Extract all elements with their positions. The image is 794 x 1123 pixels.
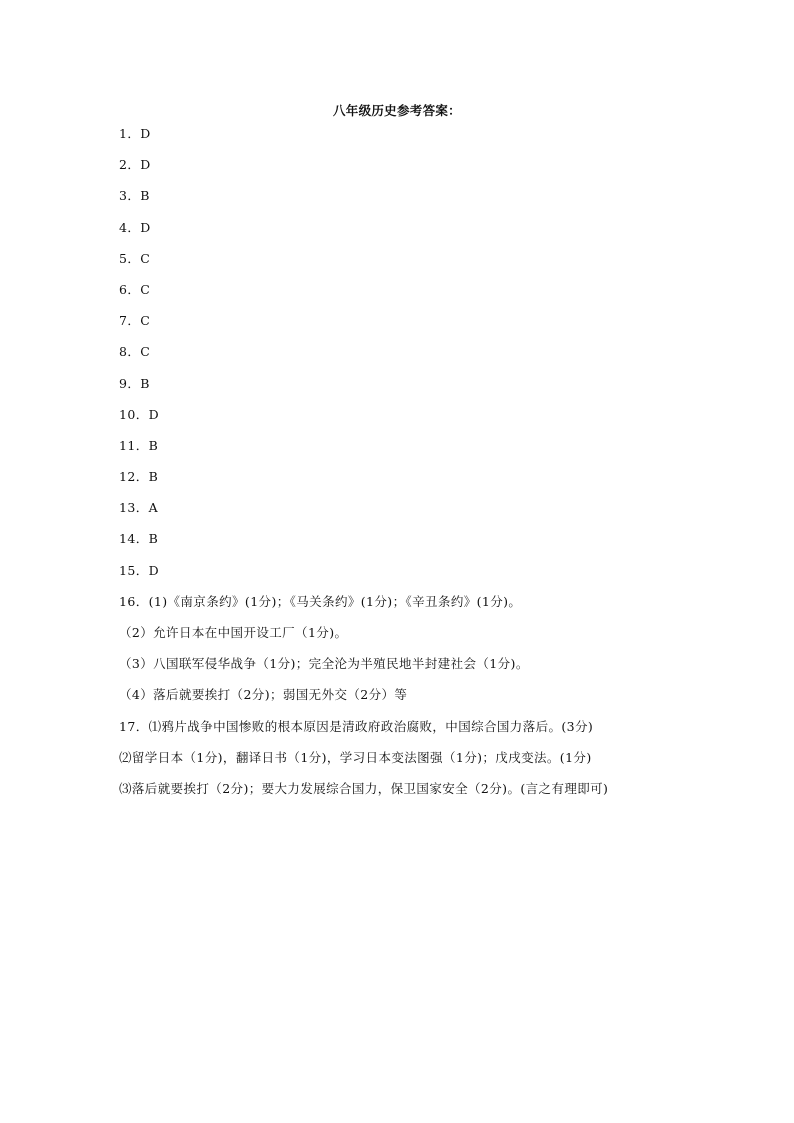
answer-line: 15．D xyxy=(119,562,160,578)
answer-line: ⑶落后就要挨打（2分)；要大力发展综合国力，保卫国家安全（2分)。(言之有理即可) xyxy=(119,780,609,796)
answer-line: 3．B xyxy=(119,188,150,204)
answer-line: 1．D xyxy=(119,126,151,141)
answer-line: 16．(1)《南京条约》(1分)；《马关条约》(1分)；《辛丑条约》(1分)。 xyxy=(119,593,522,609)
answer-list xyxy=(119,124,739,810)
answer-line: 6．C xyxy=(119,281,151,297)
answer-line: ⑵留学日本（1分)，翻译日书（1分)，学习日本变法图强（1分)；戊戌变法。(1分) xyxy=(119,749,592,765)
answer-line: 13．A xyxy=(119,500,159,516)
answer-line: 4．D xyxy=(119,219,151,235)
answer-line: 10．D xyxy=(119,406,160,422)
document-title: 八年级历史参考答案： xyxy=(332,103,461,118)
answer-line: 8．C xyxy=(119,344,151,360)
answer-line: 9．B xyxy=(119,375,150,391)
answer-line: 11．B xyxy=(119,437,159,453)
answer-line: （4）落后就要挨打（2分)；弱国无外交（2分）等 xyxy=(119,687,408,703)
answer-line: 2．D xyxy=(119,157,151,173)
answer-line: 5．C xyxy=(119,250,151,266)
answer-line: 14．B xyxy=(119,531,159,547)
answer-line: （3）八国联军侵华战争（1分)；完全沦为半殖民地半封建社会（1分)。 xyxy=(119,656,529,672)
answer-line: 17．⑴鸦片战争中国惨败的根本原因是清政府政治腐败，中国综合国力落后。(3分) xyxy=(119,718,594,734)
answer-line: （2）允许日本在中国开设工厂（1分)。 xyxy=(119,625,348,640)
answer-line: 7．C xyxy=(119,313,151,329)
answer-line: 12．B xyxy=(119,469,159,485)
